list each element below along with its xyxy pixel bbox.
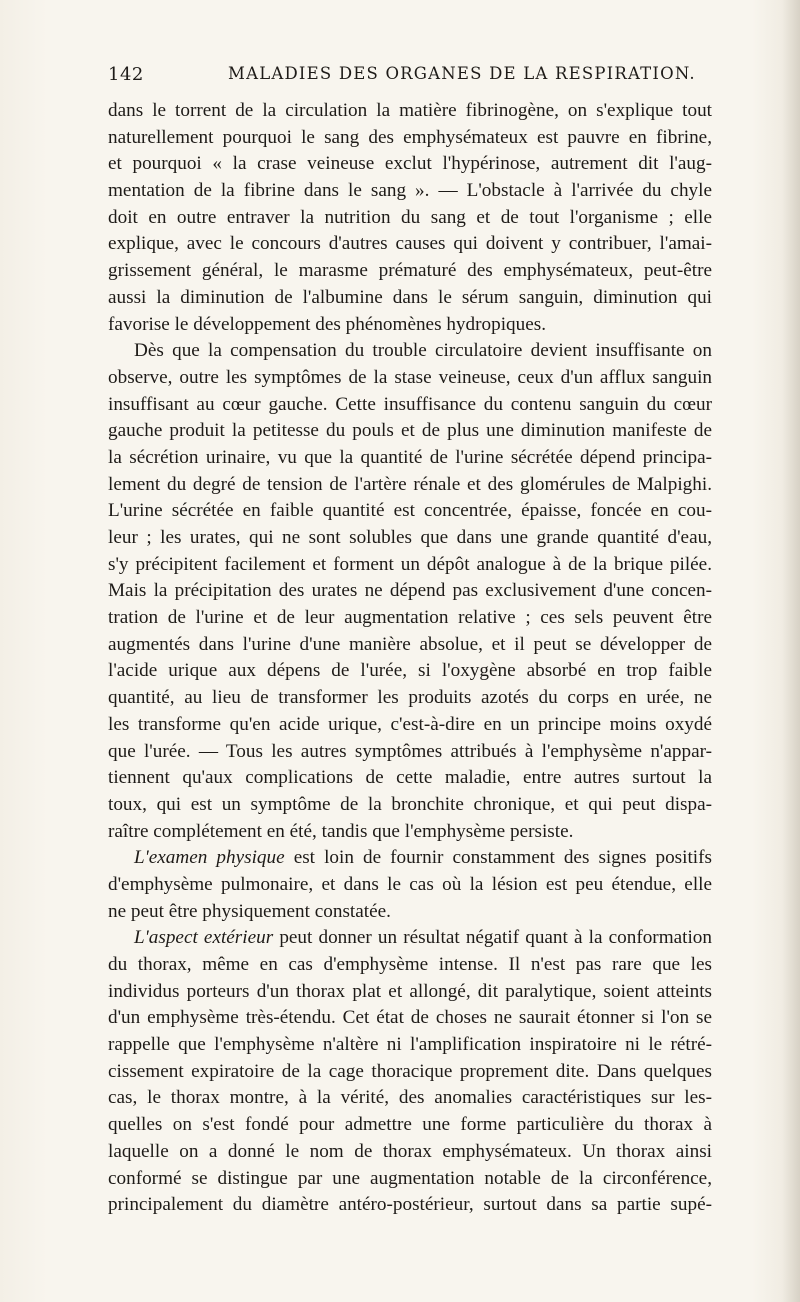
text-run: est loin de fournir constamment des signes positifs [284, 847, 712, 869]
text-line: d'emphysème pulmonaire, et dans le cas où la lésion est peu étendue, elle [108, 873, 712, 895]
text-line: Mais la précipitation des urates ne dépend pas exclusivement d'une concen- [108, 580, 712, 602]
text-line: les transforme qu'en acide urique, c'est-à-dire en un principe moins oxydé [108, 713, 712, 735]
text-line: tiennent qu'aux complications de cette maladie, entre autres surtout la [108, 767, 712, 789]
text-line: que l'urée. — Tous les autres symptômes attribués à l'emphysème n'appar- [108, 740, 712, 762]
text-line: toux, qui est un symptôme de la bronchite chronique, et qui peut dispa- [108, 793, 712, 815]
text-line: augmentés dans l'urine d'une manière absolue, et il peut se développer de [108, 633, 712, 655]
text-line: leur ; les urates, qui ne sont solubles que dans une grande quantité d'eau, [108, 527, 712, 548]
text-line: observe, outre les symptômes de la stase veineuse, ceux d'un afflux sanguin [108, 366, 712, 388]
running-title: MALADIES DES ORGANES DE LA RESPIRATION. [228, 64, 696, 83]
text-line: d'un emphysème très-étendu. Cet état de choses ne saurait étonner si l'on se [108, 1007, 712, 1029]
text-line: laquelle on a donné le nom de thorax emphysémateux. Un thorax ainsi [108, 1140, 712, 1162]
paragraph-start [108, 925, 712, 952]
text-line: dans le torrent de la circulation la matière fibrinogène, on s'explique tout [108, 100, 712, 121]
text-line: explique, avec le concours d'autres causes qui doivent y contribuer, l'amai- [108, 233, 712, 255]
text-line: quelles on s'est fondé pour admettre une forme particulière du thorax à [108, 1114, 712, 1136]
text-line: mentation de la fibrine dans le sang ». — L'obstacle à l'arrivée du chyle [108, 180, 712, 202]
text-line: tration de l'urine et de leur augmentation relative ; ces sels peuvent être [108, 607, 712, 629]
paragraph-start: Dès que la compensation du trouble circulatoire devient insuffisante on [134, 340, 712, 362]
italic-term: L'examen physique [134, 847, 285, 869]
text-line: conformé se distingue par une augmentation notable de la circonférence, [108, 1167, 712, 1189]
text-line: s'y précipitent facilement et forment un dépôt analogue à de la brique pilée. [108, 553, 712, 575]
text-line: individus porteurs d'un thorax plat et allongé, dit paralytique, soient atteints [108, 980, 712, 1002]
text-line: cas, le thorax montre, à la vérité, des anomalies caractéristiques sur les- [108, 1087, 712, 1109]
text-line: lement du degré de tension de l'artère rénale et des glomérules de Malpighi. [108, 473, 712, 495]
page-header [108, 64, 712, 92]
text-line: aussi la diminution de l'albumine dans le sérum sanguin, diminution qui [108, 286, 712, 308]
page-edge-shadow [782, 0, 800, 1302]
text-line: l'acide urique aux dépens de l'urée, si l'oxygène absorbé en trop faible [108, 660, 712, 682]
text-line: et pourquoi « la crase veineuse exclut l'hypérinose, autrement dit l'aug- [108, 153, 712, 175]
text-line: quantité, au lieu de transformer les produits azotés du corps en urée, ne [108, 687, 712, 709]
text-line: naturellement pourquoi le sang des emphysémateux est pauvre en fibrine, [108, 126, 712, 148]
text-line: L'urine sécrétée en faible quantité est concentrée, épaisse, foncée en cou- [108, 500, 712, 522]
text-line: favorise le développement des phénomènes hydropiques. [108, 313, 546, 335]
body-text [108, 98, 712, 1219]
text-line: du thorax, même en cas d'emphysème intense. Il n'est pas rare que les [108, 954, 712, 975]
text-line: cissement expiratoire de la cage thoracique proprement dite. Dans quelques [108, 1060, 712, 1082]
text-line: gauche produit la petitesse du pouls et de plus une diminution manifeste de [108, 420, 712, 442]
text-run: peut donner un résultat négatif quant à la conformation [273, 927, 712, 949]
text-line: raître complétement en été, tandis que l'emphysème persiste. [108, 820, 574, 842]
page-number: 142 [108, 64, 144, 85]
text-line: la sécrétion urinaire, vu que la quantité de l'urine sécrétée dépend principa- [108, 446, 712, 468]
italic-term: L'aspect extérieur [134, 927, 274, 949]
text-line: rappelle que l'emphysème n'altère ni l'amplification inspiratoire ni le rétré- [108, 1034, 712, 1056]
text-line: grissement général, le marasme prématuré des emphysémateux, peut-être [108, 260, 712, 282]
paragraph-start [108, 845, 712, 872]
text-line: doit en outre entraver la nutrition du sang et de tout l'organisme ; elle [108, 206, 712, 228]
text-line: principalement du diamètre antéro-postérieur, surtout dans sa partie supé- [108, 1194, 712, 1216]
text-line: ne peut être physiquement constatée. [108, 900, 391, 922]
text-line: insuffisant au cœur gauche. Cette insuffisance du contenu sanguin du cœur [108, 393, 712, 415]
